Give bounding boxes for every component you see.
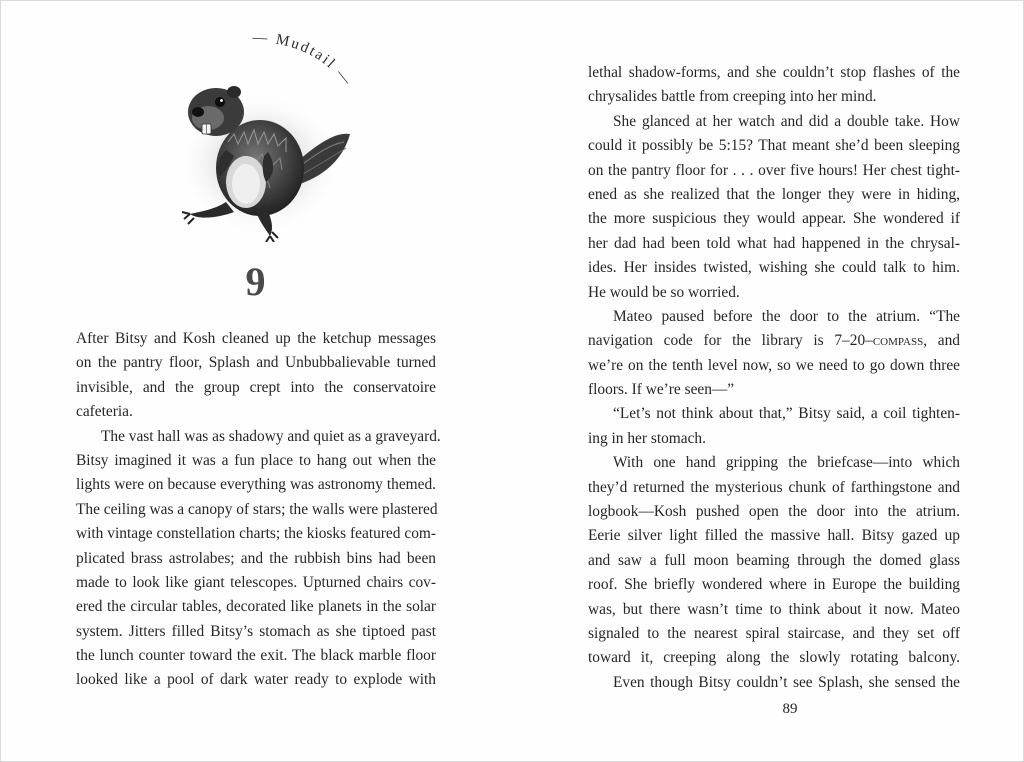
navigation-code-word: compass (872, 332, 924, 350)
text-line (588, 329, 960, 353)
text-segment: navigation code for the library is 7–20– (588, 332, 873, 350)
text-line: With one hand gripping the briefcase—into which (613, 454, 960, 472)
text-line: her dad had been told what had happened in the chrysal- (588, 234, 960, 252)
text-line: chrysalides battle from creeping into her mind. (588, 88, 877, 106)
text-line: lethal shadow-forms, and she couldn’t stop flashes of the (588, 64, 960, 81)
text-line: The vast hall was as shadowy and quiet as a graveyard. (101, 427, 441, 445)
text-line: invisible, and the group crept into the conservatoire (76, 378, 436, 396)
text-line: and saw a full moon beaming through the domed glass (588, 551, 960, 569)
text-line: She glanced at her watch and did a double take. How (613, 112, 960, 130)
right-page (512, 0, 1024, 762)
text-line: the lunch counter toward the exit. The black marble floor (76, 647, 436, 665)
text-line: the more suspicious they would appear. She wondered if (588, 210, 960, 228)
mudtail-creature-illustration (168, 72, 358, 242)
chapter-number: 9 (245, 259, 267, 304)
text-line: we’re on the tenth level now, so we need to go down three (588, 356, 960, 374)
text-line: floors. If we’re seen—” (588, 381, 735, 399)
text-line: After Bitsy and Kosh cleaned up the ketchup messages (76, 330, 436, 347)
text-line: with vintage constellation charts; the kiosks featured com- (76, 525, 436, 543)
text-line: ides. Her insides twisted, wishing she could talk to him. (588, 259, 960, 277)
text-line: cafeteria. (76, 403, 133, 421)
text-line: plicated brass astrolabes; and the rubbish bins had been (76, 549, 436, 567)
text-line: Mateo paused before the door to the atrium. “The (613, 307, 960, 325)
text-line: roof. She briefly wondered where in Europe the building (588, 576, 960, 594)
left-page-body-text (76, 327, 441, 693)
text-line: ing in her stomach. (588, 429, 706, 447)
text-line: toward it, creeping along the slowly rotating balcony. (588, 649, 960, 667)
page-number: 89 (782, 701, 798, 717)
text-line: signaled to the nearest spiral staircase, and they set off (588, 624, 960, 642)
text-line: logbook—Kosh pushed open the door into the atrium. (588, 503, 960, 521)
running-head-text: — Mudtail — (251, 29, 356, 90)
text-line: Eerie silver light filled the massive hall. Bitsy gazed up (588, 527, 960, 545)
text-line: made to look like giant telescopes. Upturned chairs cov- (76, 573, 436, 591)
text-line: was, but there wasn’t time to think about it now. Mateo (588, 600, 960, 618)
text-line: “Let’s not think about that,” Bitsy said, a coil tighten- (613, 405, 960, 423)
text-line: lights were on because everything was astronomy themed. (76, 476, 436, 494)
right-page-body-text (588, 61, 960, 695)
text-line: on the pantry floor for . . . over five hours! Her chest tight- (588, 161, 960, 179)
text-line: The ceiling was a canopy of stars; the walls were plastered (76, 500, 438, 518)
text-line: He would be so worried. (588, 283, 740, 301)
text-line: ered the circular tables, decorated like planets in the solar (76, 598, 436, 616)
text-line: system. Jitters filled Bitsy’s stomach as she tiptoed past (76, 622, 436, 640)
text-line: Even though Bitsy couldn’t see Splash, she sensed the (613, 673, 960, 691)
text-line: Bitsy imagined it was a fun place to hang out when the (76, 451, 436, 469)
text-line: could it possibly be 5:15? That meant she’d been sleeping (588, 137, 960, 155)
text-line: they’d returned the mysterious chunk of farthingstone and (588, 478, 960, 496)
text-line: on the pantry floor, Splash and Unbubbalievable turned (76, 354, 436, 372)
text-segment: , and (923, 332, 960, 350)
text-line: ened as she realized that the longer they were in hiding, (588, 185, 960, 203)
text-line: looked like a pool of dark water ready to explode with (76, 671, 436, 689)
